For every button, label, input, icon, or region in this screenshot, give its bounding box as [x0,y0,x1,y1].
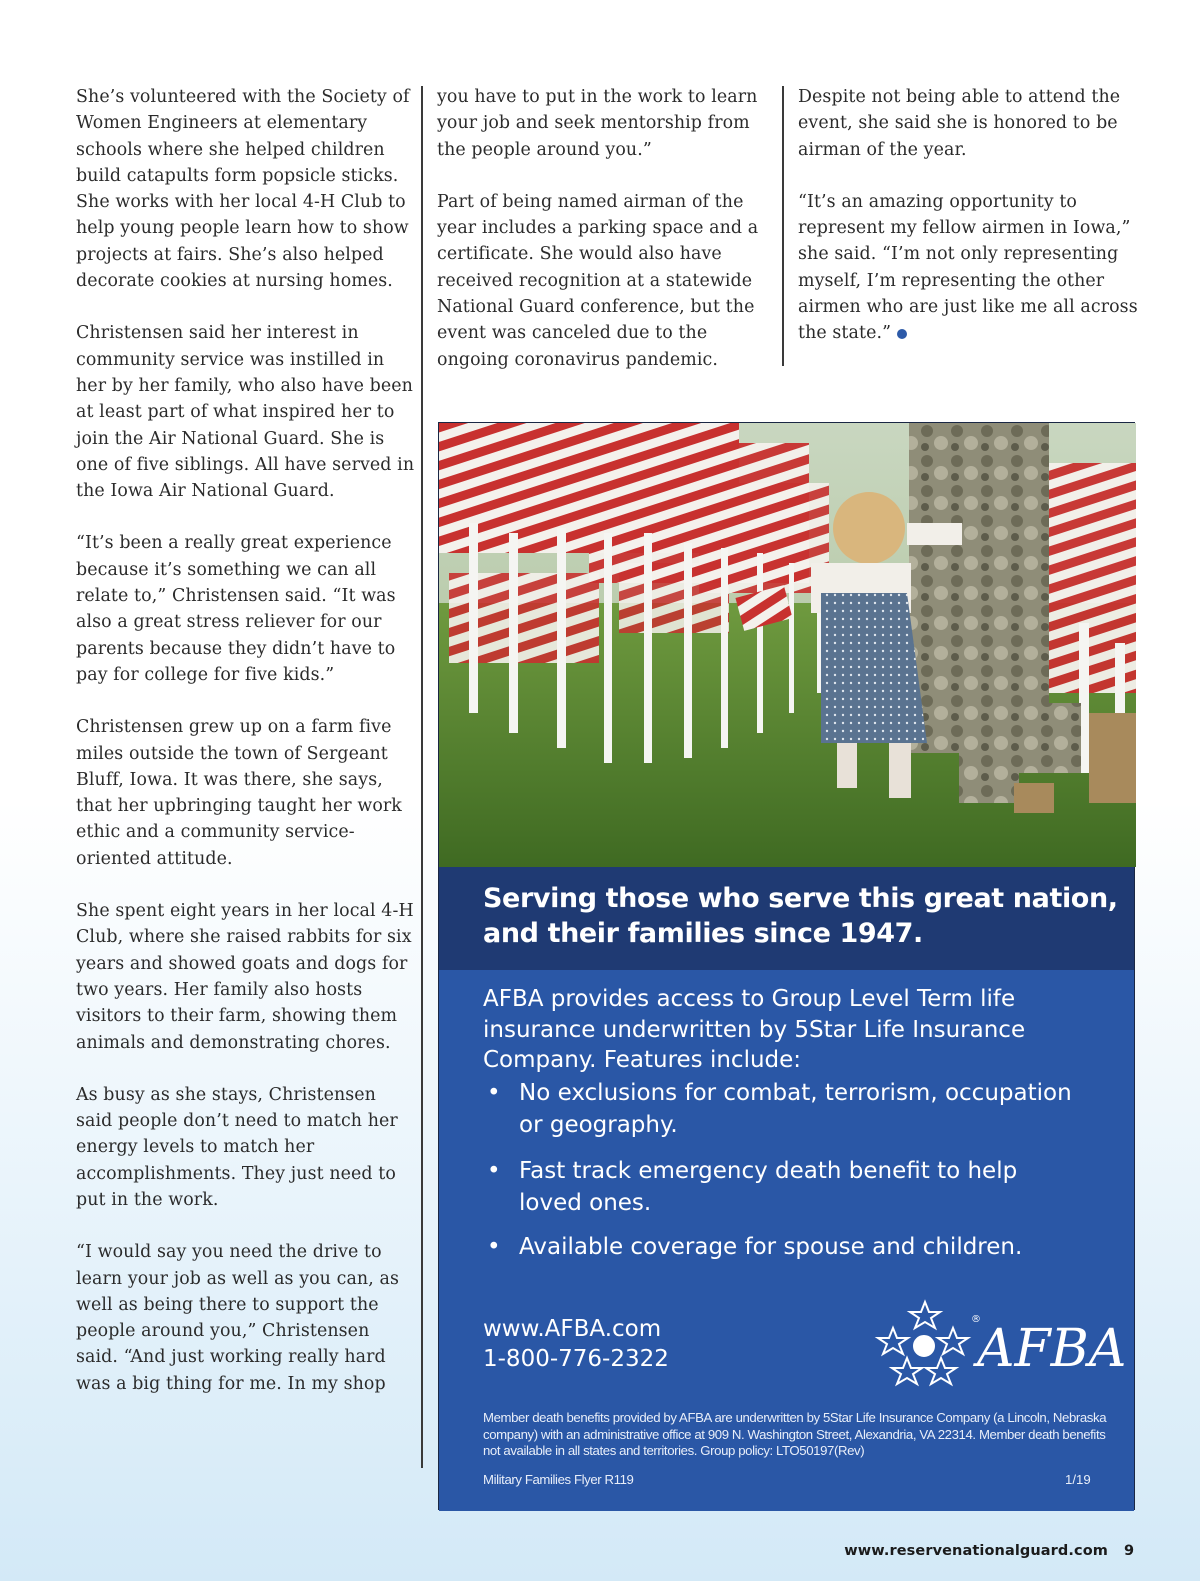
afba-logo [875,1300,1127,1386]
ad-intro-text: AFBA provides access to Group Level Term life insurance underwritten by 5Star Life Insurance Company. Features include: [483,986,1026,1073]
bullet-icon: • [487,1158,501,1184]
ad-body [439,970,1134,1511]
ad-photo-flags-child-soldier [439,423,1134,867]
ad-fine-print: Member death benefits provided by AFBA are underwritten by 5Star Life Insurance Company (a Lincoln, Nebraska company) with an administrative office at 909 N. Washington Street, Alexandria, VA 22314. Member death benefits not available in all states and territories. Group policy: LTO50197(Rev) [483,1410,1107,1458]
paragraph: Christensen grew up on a farm five miles outside the town of Sergeant Bluff, Iowa. It was there, she says, that her upbringing taught her work ethic and a community service-oriented attitude. [76,717,402,869]
ad-phone-number[interactable]: 1-800-776-2322 [483,1346,669,1372]
paragraph: She spent eight years in her local 4-H Club, where she raised rabbits for six years and showed goats and dogs for two years. Her family also hosts visitors to their farm, showing them animals and demonstrating chores. [76,901,414,1053]
feature-text: Available coverage for spouse and children. [519,1234,1023,1260]
feature-bullet [483,1078,1083,1141]
registered-mark: ® [971,1314,981,1325]
article-column-1 [76,84,416,1423]
paragraph: She’s volunteered with the Society of Women Engineers at elementary schools where she helped children build catapults form popsicle sticks. She works with her local 4-H Club to help young people learn how to show projects at fairs. She’s also helped decorate cookies at nursing homes. [76,87,410,292]
article-column-3 [798,84,1138,373]
paragraph: Despite not being able to attend the event, she said she is honored to be airman of the year. [798,87,1121,160]
article-column-2 [437,84,777,399]
column-divider [421,86,423,1468]
ad-headline: Serving those who serve this great nation, and their families since 1947. [483,883,1118,949]
feature-bullet [483,1156,1083,1219]
ad-website-link[interactable]: www.AFBA.com [483,1316,662,1342]
closing-paragraph-text: “It’s an amazing opportunity to represent my fellow airmen in Iowa,” she said. “I’m not only representing myself, I’m representing the other airmen who are just like me all across the state.” [798,191,1138,344]
bullet-icon: • [487,1080,501,1106]
column-divider [782,86,784,366]
feature-text: No exclusions for combat, terrorism, occupation or geography. [519,1080,1072,1138]
ad-flyer-date: 1/19 [1065,1472,1091,1487]
logo-wordmark: AFBA [977,1319,1127,1379]
paragraph: “It’s been a really great experience because it’s something we can all relate to,” Christensen said. “It was also a great stress reliever for our parents because they didn’t have to pay for college for five kids.” [76,533,396,685]
paragraph: “I would say you need the drive to learn your job as well as you can, as well as being there to support the people around you,” Christensen said. “And just working really hard was a big thing for me. In my shop [76,1242,399,1394]
paragraph [798,189,1138,347]
paragraph: As busy as she stays, Christensen said people don’t need to match her energy levels to match her accomplishments. They just need to put in the work. [76,1084,398,1210]
paragraph: Part of being named airman of the year includes a parking space and a certificate. She would also have received recognition at a statewide National Guard conference, but the event was canceled due to the ongoing coronavirus pandemic. [437,191,759,370]
feature-bullet [483,1232,1083,1264]
paragraph: you have to put in the work to learn your job and seek mentorship from the people around you.” [437,87,758,160]
end-of-article-dot-icon [897,329,907,339]
bullet-icon: • [487,1234,501,1260]
stars-emblem-icon [878,1302,968,1384]
footer-url[interactable]: www.reservenationalguard.com [844,1543,1108,1559]
ad-flyer-code: Military Families Flyer R119 [483,1472,634,1487]
page-number: 9 [1124,1543,1135,1559]
feature-text: Fast track emergency death benefit to help loved ones. [519,1158,1018,1216]
ad-headline-band [439,867,1134,970]
paragraph: Christensen said her interest in community service was instilled in her by her family, who also have been at least part of what inspired her to join the Air National Guard. She is one of five siblings. All have served in the Iowa Air National Guard. [76,323,415,502]
afba-advertisement [438,422,1135,1510]
